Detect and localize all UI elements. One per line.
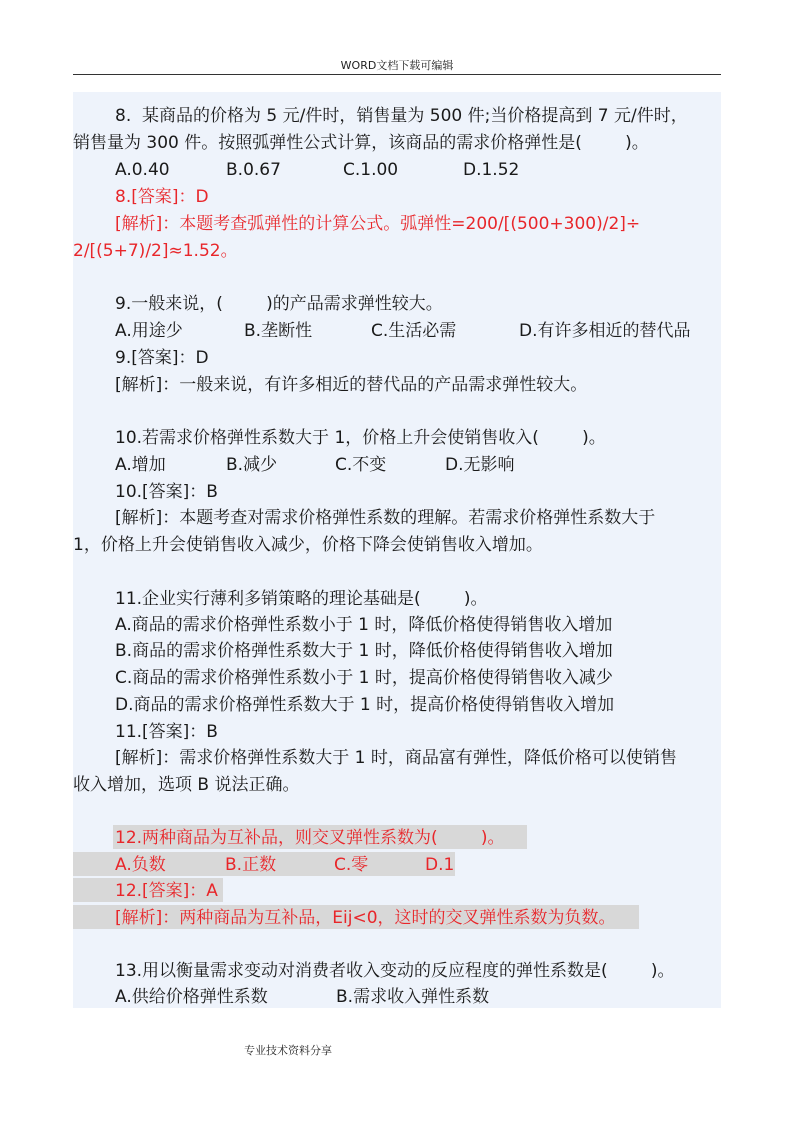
q8-option-b: B.0.67 [226,160,281,180]
q8-stem-line2: 销售量为 300 件。按照弧弹性公式计算，该商品的需求价格弹性是( )。 [73,133,649,153]
q10-answer: 10.[答案]：B [115,482,218,502]
q10-option-c: C.不变 [335,455,387,475]
q10-option-b: B.减少 [226,455,278,475]
q9-option-a: A.用途少 [115,321,183,341]
q9-option-d: D.有许多相近的替代品 [519,321,691,341]
q9-option-b: B.垄断性 [244,321,313,341]
q9-analysis: [解析]：一般来说，有许多相近的替代品的产品需求弹性较大。 [115,375,588,395]
page-footer: 专业技术资料分享 [244,1044,332,1057]
q11-option-c: C.商品的需求价格弹性系数小于 1 时，提高价格使得销售收入减少 [115,668,613,688]
q8-option-a: A.0.40 [115,160,170,180]
document-body [73,92,721,1008]
q13-option-b: B.需求收入弹性系数 [336,987,490,1007]
header-divider [73,74,721,75]
q12-option-d: D.1 [425,855,455,875]
q13-option-a: A.供给价格弹性系数 [115,987,268,1007]
q8-analysis-line2: 2/[(5+7)/2]≈1.52。 [73,241,238,261]
q11-analysis-line2: 收入增加，选项 B 说法正确。 [73,775,300,795]
q8-stem-line1: 8. 某商品的价格为 5 元/件时，销售量为 500 件;当价格提高到 7 元/件时， [115,106,688,126]
q12-analysis: [解析]：两种商品为互补品，Eij<0，这时的交叉弹性系数为负数。 [115,908,616,928]
q10-analysis-line1: [解析]：本题考查对需求价格弹性系数的理解。若需求价格弹性系数大于 [115,508,656,528]
q9-answer: 9.[答案]：D [115,348,209,368]
q9-stem: 9.一般来说，( )的产品需求弹性较大。 [115,294,443,314]
q11-option-b: B.商品的需求价格弹性系数大于 1 时，降低价格使得销售收入增加 [115,641,613,661]
q8-answer: 8.[答案]：D [115,187,209,207]
q10-option-a: A.增加 [115,455,166,475]
q10-stem: 10.若需求价格弹性系数大于 1，价格上升会使销售收入( )。 [115,428,606,448]
q12-option-c: C.零 [334,855,369,875]
q12-option-b: B.正数 [225,855,277,875]
q11-stem: 11.企业实行薄利多销策略的理论基础是( )。 [115,589,488,609]
q11-answer: 11.[答案]：B [115,722,218,742]
q8-option-d: D.1.52 [463,160,520,180]
q11-option-d: D.商品的需求价格弹性系数大于 1 时，提高价格使得销售收入增加 [115,695,615,715]
q8-analysis-line1: [解析]：本题考查弧弹性的计算公式。弧弹性=200/[(500+300)/2]÷ [115,214,641,234]
q12-answer: 12.[答案]：A [115,881,218,901]
page-header: WORD文档下载可编辑 [340,59,454,72]
q10-analysis-line2: 1，价格上升会使销售收入减少，价格下降会使销售收入增加。 [73,535,543,555]
q11-analysis-line1: [解析]：需求价格弹性系数大于 1 时，商品富有弹性，降低价格可以使销售 [115,748,677,768]
q11-option-a: A.商品的需求价格弹性系数小于 1 时，降低价格使得销售收入增加 [115,615,613,635]
q13-stem: 13.用以衡量需求变动对消费者收入变动的反应程度的弹性系数是( )。 [115,961,675,981]
q8-option-c: C.1.00 [343,160,399,180]
q9-option-c: C.生活必需 [371,321,457,341]
q10-option-d: D.无影响 [445,455,515,475]
q12-option-a: A.负数 [115,855,166,875]
q12-stem: 12.两种商品为互补品，则交叉弹性系数为( )。 [115,828,505,848]
